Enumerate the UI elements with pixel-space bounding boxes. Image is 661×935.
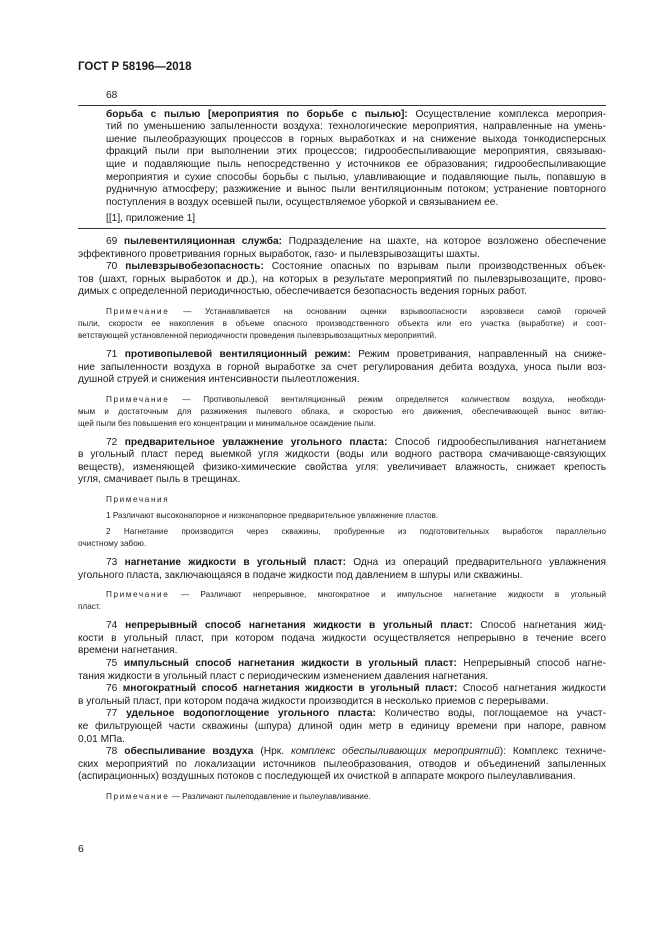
entry-68-source: [[1], приложение 1]: [106, 213, 196, 225]
entry-71: 71 противопылевой вентиляционный режим: Режим проветривания, направленный на сниже- ние запыленности воздуха в горной выработке за счет регулирования дебита воздуха, уноса пыли воз- душной струей и снижения интенсивности пылеотложения.: [78, 348, 606, 386]
note-label: Примечание: [106, 590, 170, 600]
entry-71-note: Примечание — Противопылевой вентиляционный режим определяется количеством воздуха, необходи- мым и достаточным для разжижения пылевого облака, и скоростью его движения, обеспечивающей вынос витаю- щей пыли без повышения его концентрации и минимальное осаждение пыли.: [78, 394, 606, 428]
entry-72: 72 предварительное увлажнение угольного пласта: Способ гидрообеспыливания нагнетанием в угольный пласт перед выемкой угля жидкости (воды или водного раствора смачивающе-связующих веществ), изменяющей физико-химические свойства угля: увеличивает влажность, снижает крепость угля, смачивает пыль в трещинах.: [78, 436, 606, 486]
entry-73: 73 нагнетание жидкости в угольный пласт: Одна из операций предварительного увлажнения угольного пласта, заключающаяся в подаче жидкости под давлением в шпуры или скважины.: [78, 557, 606, 581]
entry-69-term: пылевентиляционная служба:: [123, 235, 283, 247]
entry-70: 70 пылевзрывобезопасность: Состояние опасных по взрывам пыли производственных объек- тов (шахт, горных выработок и др.), на которых в результате мероприятий по пылевзрывозащите, прово- димых с определенной периодичностью, обеспечивается безопасность ведения горных работ.: [78, 261, 606, 298]
entry-68-text: борьба с пылью [мероприятия по борьбе с пылью]: Осуществление комплекса мероприя- тий по уменьшению запыленности воздуха: технологические мероприятия, направленные на умень- шение пылеобразующих процессов в горных выработках и на снижение выхода тонкодисперсных фракций пыли при выполнении этих процессов; гидрообеспыливающие мероприятия, связываю- щие и подавляющие пыль непосредственно у источников ее образования; гидрообеспыливающие мероприятия и сухие способы борьбы с пылью, улавливающие и подавляющие пыль, попавшую в рудничную атмосферу; разжижение и вынос пыли вентиляционным потоком; устранение повторного поступления в воздух осевшей пыли, осуществляемое уборкой и связыванием ее. [[1], приложение 1]: [106, 108, 606, 225]
note-label: Примечание: [106, 306, 170, 316]
document-header: ГОСТ Р 58196—2018: [78, 61, 192, 73]
page-content: [78, 90, 606, 803]
entry-70-term: пылевзрывобезопасность:: [125, 261, 264, 273]
entry-77: 77 удельное водопоглощение угольного пласта: Количество воды, поглощаемое на участ- ке фильтрующей части скважины (шпура) длиной один метр в единицу времени при напоре, равном 0,01 МПа.: [78, 708, 606, 745]
entry-74: 74 непрерывный способ нагнетания жидкости в угольный пласт: Способ нагнетания жид- кости в угольный пласт, при котором подача жидкости осуществляется непрерывно в течение всего времени нагнетания.: [78, 620, 606, 657]
entry-70-note: Примечание — Устанавливается на основании оценки взрывоопасности аэровзвеси самой горючей пыли, скорости ее накопления в объеме опасного производственного объекта или его участка (выработке) и соот- ветствующей установленной периодичности проведения пылевзрывозащитных мероприятий.: [78, 306, 606, 340]
note-label: Примечание: [106, 394, 170, 404]
entry-68-box: [78, 105, 606, 229]
entry-75: 75 импульсный способ нагнетания жидкости в угольный пласт: Непрерывный способ нагне- тания жидкости в угольный пласт с периодическим изменением давления нагнетания.: [78, 658, 606, 682]
entry-73-note: Примечание — Различают непрерывное, многократное и импульсное нагнетание жидкости в угольный пласт.: [78, 590, 606, 612]
entry-78-deprecated-term: комплекс обеспыливающих мероприятий: [290, 746, 500, 758]
entry-78: 78 обеспыливание воздуха (Нрк. комплекс обеспыливающих мероприятий): Комплекс техниче- ских мероприятий по локализации источников пылеобразования, отводов и объединений запыленных (аспирационных) воздушных потоков с последующей их очисткой в аппарате мокрого пылеулавливания.: [78, 746, 606, 783]
entry-68-number: 68: [106, 90, 118, 101]
entry-78-note: Примечание — Различают пылеподавление и пылеулавливание.: [106, 791, 371, 801]
entry-73-term: нагнетание жидкости в угольный пласт:: [124, 557, 346, 569]
entry-76-term: многократный способ нагнетания жидкости в угольный пласт:: [122, 683, 458, 695]
entry-68-term: борьба с пылью [мероприятия по борьбе с пылью]:: [106, 108, 408, 120]
entry-72-term: предварительное увлажнение угольного пласта:: [124, 436, 388, 448]
entry-71-term: противопылевой вентиляционный режим:: [124, 348, 351, 360]
entry-75-term: импульсный способ нагнетания жидкости в угольный пласт:: [123, 658, 457, 670]
note-label: Примечание: [106, 791, 170, 801]
entry-74-term: непрерывный способ нагнетания жидкости в угольный пласт:: [125, 620, 473, 632]
page-number: 6: [78, 843, 84, 855]
entry-72-notes: Примечания 1 Различают высоконапорное и низконапорное предварительное увлажнение пластов. 2 Нагнетание производится через скважины, пробуренные из подготовительных выработок параллельно очистному забою.: [78, 495, 606, 549]
entry-69: 69 пылевентиляционная служба: Подразделение на шахте, на которое возложено обеспечение эффективного проветривания горных выработок, газо- и пылевзрывозащиты шахты.: [78, 235, 606, 260]
entry-76: 76 многократный способ нагнетания жидкости в угольный пласт: Способ нагнетания жидкости в угольный пласт, при котором подача жидкости производится в несколько приемов с перерывами.: [78, 683, 606, 707]
entry-77-term: удельное водопоглощение угольного пласта:: [126, 708, 376, 720]
entry-78-term: обеспыливание воздуха: [124, 746, 254, 758]
notes-label: Примечания: [106, 495, 170, 505]
